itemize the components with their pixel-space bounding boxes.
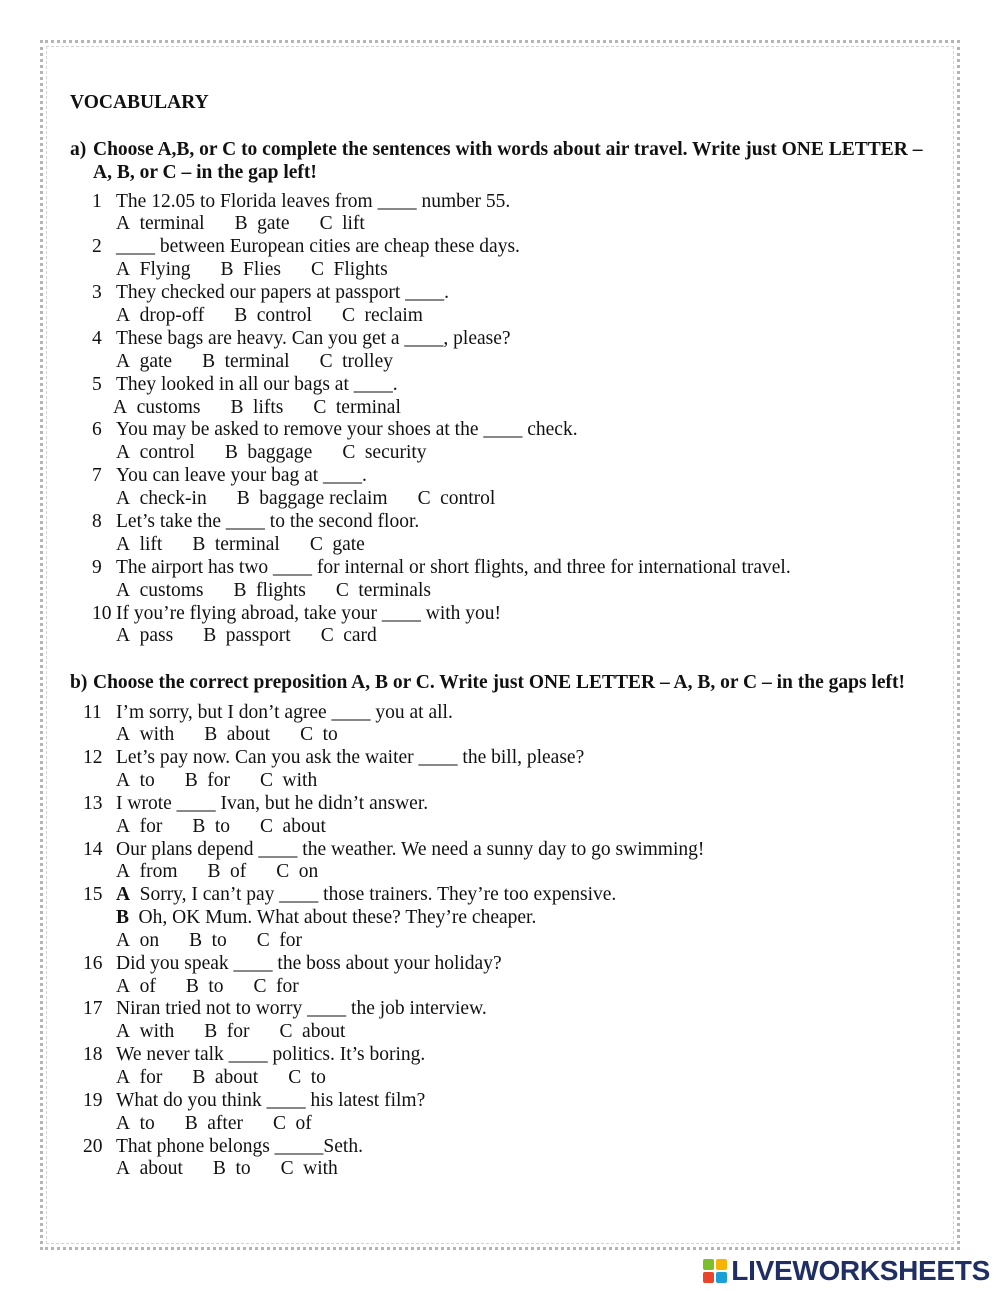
- option-text: with: [139, 1021, 175, 1043]
- option-b: [234, 305, 312, 328]
- option-text: to: [139, 1112, 155, 1134]
- option-b: [213, 1158, 251, 1181]
- dialogue-text: Oh, OK Mum. What about these? They’re cheaper.: [138, 907, 537, 929]
- option-c: [336, 580, 431, 603]
- option-c: [300, 724, 338, 747]
- option-text: security: [364, 442, 427, 464]
- option-letter: A: [116, 1021, 131, 1043]
- option-letter: A: [116, 488, 131, 510]
- option-a: [116, 259, 191, 282]
- option-c: [418, 488, 496, 511]
- option-text: on: [139, 929, 160, 951]
- option-letter: A: [116, 442, 131, 464]
- option-letter: C: [260, 815, 274, 837]
- option-a: [116, 213, 205, 236]
- question-number: 5: [92, 373, 102, 395]
- question-number: 13: [83, 792, 103, 814]
- answer-options: [0, 351, 1000, 374]
- question-19: [0, 1090, 1000, 1136]
- question-12: [0, 747, 1000, 793]
- option-text: about: [282, 815, 326, 837]
- question-number: 15: [83, 884, 103, 906]
- option-letter: C: [320, 625, 334, 647]
- option-letter: C: [273, 1112, 287, 1134]
- option-c: [311, 259, 388, 282]
- option-letter: A: [116, 533, 131, 555]
- option-b: [234, 580, 306, 603]
- option-letter: C: [280, 1158, 294, 1180]
- option-text: lifts: [253, 396, 284, 418]
- option-a: [116, 724, 174, 747]
- option-letter: A: [116, 815, 131, 837]
- option-text: passport: [225, 625, 291, 647]
- section-b-instruction: [70, 671, 940, 694]
- option-letter: A: [116, 304, 131, 326]
- option-text: for: [139, 815, 163, 837]
- option-text: terminals: [358, 579, 431, 601]
- answer-options: [0, 770, 1000, 793]
- option-letter: B: [184, 1112, 198, 1134]
- liveworksheets-logo-icon: [703, 1259, 727, 1283]
- option-text: Flying: [139, 259, 191, 281]
- option-letter: C: [253, 975, 267, 997]
- option-letter: C: [279, 1021, 293, 1043]
- option-letter: B: [236, 488, 250, 510]
- question-number: 11: [83, 701, 102, 723]
- question-number: 2: [92, 236, 102, 258]
- option-text: card: [343, 625, 377, 647]
- option-b: [192, 816, 230, 839]
- option-letter: C: [310, 259, 324, 281]
- option-c: [320, 213, 365, 236]
- option-letter: B: [202, 350, 216, 372]
- option-b: [208, 861, 247, 884]
- liveworksheets-logo[interactable]: [703, 1256, 990, 1286]
- section-a-instruction-text: Choose A,B, or C to complete the sentences with words about air travel. Write just ONE LETTER – A, B, or C – in the gap left!: [93, 138, 923, 183]
- question-14: [0, 839, 1000, 885]
- option-text: baggage: [247, 442, 313, 464]
- option-letter: B: [212, 1158, 226, 1180]
- answer-options: [0, 816, 1000, 839]
- option-a: [116, 305, 204, 328]
- answer-options: [0, 442, 1000, 465]
- option-text: gate: [332, 533, 365, 555]
- option-c: [320, 351, 393, 374]
- option-text: customs: [136, 396, 201, 418]
- option-letter: A: [116, 1158, 131, 1180]
- option-letter: B: [204, 1021, 218, 1043]
- option-b: [203, 625, 291, 648]
- option-letter: B: [230, 396, 244, 418]
- option-a: [116, 1067, 162, 1090]
- option-text: to: [139, 770, 155, 792]
- question-number: 12: [83, 747, 103, 769]
- option-text: terminal: [335, 396, 401, 418]
- answer-options: [0, 861, 1000, 884]
- option-text: flights: [256, 579, 306, 601]
- option-letter: A: [116, 724, 131, 746]
- option-letter: A: [116, 213, 131, 235]
- question-number: 16: [83, 952, 103, 974]
- question-text: These bags are heavy. Can you get a ____, please?: [116, 327, 511, 349]
- answer-options: [0, 976, 1000, 999]
- question-text: The 12.05 to Florida leaves from ____ number 55.: [116, 190, 511, 212]
- option-c: [280, 1021, 346, 1044]
- option-letter: B: [234, 213, 248, 235]
- option-letter: B: [204, 724, 218, 746]
- option-c: [276, 861, 318, 884]
- option-text: with: [139, 724, 175, 746]
- option-c: [342, 305, 423, 328]
- option-letter: C: [300, 724, 314, 746]
- option-letter: C: [313, 396, 327, 418]
- option-letter: A: [116, 975, 131, 997]
- option-letter: C: [256, 929, 270, 951]
- option-text: gate: [257, 213, 290, 235]
- question-text: We never talk ____ politics. It’s boring.: [116, 1044, 426, 1066]
- option-letter: B: [184, 770, 198, 792]
- option-text: to: [214, 815, 231, 837]
- option-text: drop-off: [139, 304, 205, 326]
- logo-tile: [703, 1272, 714, 1283]
- option-text: to: [208, 975, 224, 997]
- option-letter: A: [116, 861, 131, 883]
- option-letter: A: [116, 929, 131, 951]
- question-text: Our plans depend ____ the weather. We need a sunny day to go swimming!: [116, 838, 705, 860]
- option-letter: A: [116, 350, 131, 372]
- option-c: [321, 625, 377, 648]
- option-letter: B: [192, 815, 206, 837]
- option-letter: C: [288, 1067, 302, 1088]
- option-text: for: [279, 929, 303, 951]
- question-text: I’m sorry, but I don’t agree ____ you at all.: [116, 701, 453, 723]
- question-text: They looked in all our bags at ____.: [116, 373, 398, 395]
- option-text: terminal: [139, 213, 205, 235]
- option-a: [116, 976, 156, 999]
- question-20: [0, 1136, 1000, 1182]
- question-text: If you’re flying abroad, take your ____ with you!: [116, 602, 502, 624]
- option-a: [116, 625, 173, 648]
- option-b: [204, 1021, 249, 1044]
- option-letter: A: [116, 1112, 131, 1134]
- option-c: [288, 1067, 326, 1090]
- page-title: VOCABULARY: [70, 92, 209, 113]
- option-text: control: [256, 304, 312, 326]
- question-number: 20: [83, 1135, 103, 1157]
- question-4: [0, 328, 1000, 374]
- section-a-instruction: [70, 138, 940, 184]
- option-text: about: [139, 1158, 183, 1180]
- question-number: 18: [83, 1044, 103, 1066]
- answer-options: [0, 1067, 1000, 1090]
- answer-options: [0, 213, 1000, 236]
- option-text: terminal: [214, 533, 280, 555]
- option-text: with: [282, 770, 318, 792]
- question-18: [0, 1044, 1000, 1090]
- option-a: [116, 1113, 155, 1136]
- option-letter: B: [224, 442, 238, 464]
- option-text: check-in: [139, 488, 207, 510]
- answer-options: [0, 305, 1000, 328]
- option-letter: C: [341, 304, 355, 326]
- section-a-label: a): [70, 138, 87, 160]
- option-a: [113, 397, 201, 420]
- question-15: [0, 884, 1000, 953]
- answer-options: [0, 397, 1000, 420]
- option-letter: B: [234, 304, 248, 326]
- question-text: The airport has two ____ for internal or short flights, and three for international travel.: [116, 556, 791, 578]
- section-b-label: b): [70, 671, 88, 693]
- option-c: [260, 770, 317, 793]
- question-9: [0, 557, 1000, 603]
- answer-options: [0, 625, 1000, 648]
- option-letter: B: [207, 861, 221, 883]
- option-b: [231, 397, 284, 420]
- question-10: [0, 603, 1000, 649]
- option-letter: A: [116, 579, 131, 601]
- section-b-questions: [0, 702, 1000, 1182]
- option-c: [342, 442, 426, 465]
- option-b: [204, 724, 270, 747]
- option-b: [185, 1113, 243, 1136]
- question-text: You may be asked to remove your shoes at the ____ check.: [116, 419, 578, 441]
- option-text: lift: [139, 533, 163, 555]
- option-letter: C: [276, 861, 290, 883]
- section-a-questions: [0, 191, 1000, 649]
- option-b: [237, 488, 388, 511]
- option-b: [225, 442, 312, 465]
- question-number: 10: [92, 602, 112, 624]
- answer-options: [0, 580, 1000, 603]
- option-letter: C: [342, 442, 356, 464]
- option-letter: B: [192, 1067, 206, 1088]
- question-6: [0, 419, 1000, 465]
- dialogue-text: Sorry, I can’t pay ____ those trainers. They’re too expensive.: [139, 884, 617, 906]
- option-b: [235, 213, 290, 236]
- option-c: [257, 930, 302, 953]
- option-letter: B: [233, 579, 247, 601]
- option-letter: A: [116, 770, 131, 792]
- option-a: [116, 580, 204, 603]
- question-17: [0, 998, 1000, 1044]
- option-text: to: [211, 929, 227, 951]
- option-text: Flies: [243, 259, 281, 281]
- option-text: Flights: [333, 259, 388, 281]
- option-letter: C: [335, 579, 349, 601]
- option-text: lift: [342, 213, 365, 235]
- option-a: [116, 488, 207, 511]
- option-a: [116, 816, 162, 839]
- question-text: Did you speak ____ the boss about your holiday?: [116, 952, 502, 974]
- option-letter: B: [203, 625, 217, 647]
- question-text: Let’s take the ____ to the second floor.: [116, 510, 420, 532]
- option-b: [185, 770, 230, 793]
- option-letter: C: [417, 488, 431, 510]
- option-b: [192, 534, 280, 557]
- question-number: 6: [92, 419, 102, 441]
- option-text: control: [440, 488, 496, 510]
- option-text: baggage reclaim: [259, 488, 388, 510]
- option-c: [313, 397, 401, 420]
- option-letter: C: [260, 770, 274, 792]
- option-a: [116, 1021, 174, 1044]
- answer-options: [0, 1158, 1000, 1181]
- option-text: for: [276, 975, 299, 997]
- option-text: with: [303, 1158, 338, 1180]
- logo-tile: [716, 1272, 727, 1283]
- question-text: ____ between European cities are cheap these days.: [116, 236, 520, 258]
- option-text: of: [230, 861, 247, 883]
- logo-tile: [716, 1259, 727, 1270]
- question-text: Let’s pay now. Can you ask the waiter ____ the bill, please?: [116, 747, 585, 769]
- option-text: on: [298, 861, 319, 883]
- option-c: [260, 816, 326, 839]
- question-text: That phone belongs _____Seth.: [116, 1135, 363, 1157]
- question-text: They checked our papers at passport ____.: [116, 282, 450, 304]
- option-b: [221, 259, 281, 282]
- section-b-instruction-text: Choose the correct preposition A, B or C. Write just ONE LETTER – A, B, or C – in the gaps left!: [93, 671, 905, 693]
- question-5: [0, 374, 1000, 420]
- logo-tile: [703, 1259, 714, 1270]
- answer-options: [0, 534, 1000, 557]
- dialogue-speaker: B: [116, 907, 130, 929]
- option-a: [116, 351, 172, 374]
- option-letter: A: [113, 396, 128, 418]
- question-11: [0, 702, 1000, 748]
- option-text: about: [214, 1067, 259, 1088]
- option-text: reclaim: [364, 304, 423, 326]
- option-b: [186, 976, 224, 999]
- answer-options: [0, 259, 1000, 282]
- option-letter: B: [189, 929, 203, 951]
- option-b: [202, 351, 290, 374]
- option-text: to: [235, 1158, 251, 1180]
- option-letter: A: [116, 1067, 131, 1088]
- question-16: [0, 953, 1000, 999]
- option-letter: B: [220, 259, 234, 281]
- option-c: [273, 1113, 312, 1136]
- option-letter: C: [309, 533, 323, 555]
- option-text: after: [207, 1112, 243, 1134]
- option-a: [116, 770, 155, 793]
- question-text: Niran tried not to worry ____ the job interview.: [116, 998, 487, 1020]
- option-text: control: [139, 442, 195, 464]
- question-text: You can leave your bag at ____.: [116, 465, 367, 487]
- option-a: [116, 861, 178, 884]
- answer-options: [0, 1113, 1000, 1136]
- option-b: [189, 930, 227, 953]
- question-13: [0, 793, 1000, 839]
- question-8: [0, 511, 1000, 557]
- option-letter: C: [319, 213, 333, 235]
- option-a: [116, 534, 162, 557]
- question-number: 7: [92, 465, 102, 487]
- option-text: of: [139, 975, 156, 997]
- option-text: of: [295, 1112, 312, 1134]
- question-number: 14: [83, 838, 103, 860]
- option-a: [116, 1158, 183, 1181]
- option-text: customs: [139, 579, 204, 601]
- question-number: 1: [92, 190, 102, 212]
- option-text: about: [226, 724, 271, 746]
- option-text: to: [310, 1067, 326, 1088]
- answer-options: [0, 488, 1000, 511]
- answer-options: [0, 724, 1000, 747]
- option-letter: B: [185, 975, 199, 997]
- question-number: 4: [92, 327, 102, 349]
- option-text: terminal: [224, 350, 290, 372]
- option-c: [310, 534, 365, 557]
- option-letter: A: [116, 625, 131, 647]
- question-1: [0, 191, 1000, 237]
- option-text: gate: [139, 350, 173, 372]
- option-text: trolley: [342, 350, 393, 372]
- question-3: [0, 282, 1000, 328]
- dialogue-speaker: A: [116, 884, 131, 906]
- option-text: from: [139, 861, 178, 883]
- option-text: for: [139, 1067, 163, 1088]
- option-text: pass: [139, 625, 174, 647]
- question-number: 9: [92, 556, 102, 578]
- option-c: [254, 976, 299, 999]
- option-text: about: [302, 1021, 346, 1043]
- question-number: 3: [92, 282, 102, 304]
- answer-options: [0, 930, 1000, 953]
- option-a: [116, 930, 159, 953]
- question-number: 19: [83, 1089, 103, 1111]
- option-text: to: [322, 724, 338, 746]
- question-number: 8: [92, 510, 102, 532]
- option-letter: A: [116, 259, 131, 281]
- logo-text: LIVEWORKSHEETS: [731, 1255, 990, 1286]
- option-text: for: [207, 770, 231, 792]
- question-7: [0, 465, 1000, 511]
- option-text: for: [226, 1021, 250, 1043]
- option-b: [192, 1067, 258, 1090]
- question-number: 17: [83, 998, 103, 1020]
- question-text: I wrote ____ Ivan, but he didn’t answer.: [116, 792, 429, 814]
- option-letter: B: [192, 533, 206, 555]
- answer-options: [0, 1021, 1000, 1044]
- question-2: [0, 236, 1000, 282]
- question-text: What do you think ____ his latest film?: [116, 1089, 426, 1111]
- option-a: [116, 442, 195, 465]
- option-letter: C: [319, 350, 333, 372]
- option-c: [281, 1158, 338, 1181]
